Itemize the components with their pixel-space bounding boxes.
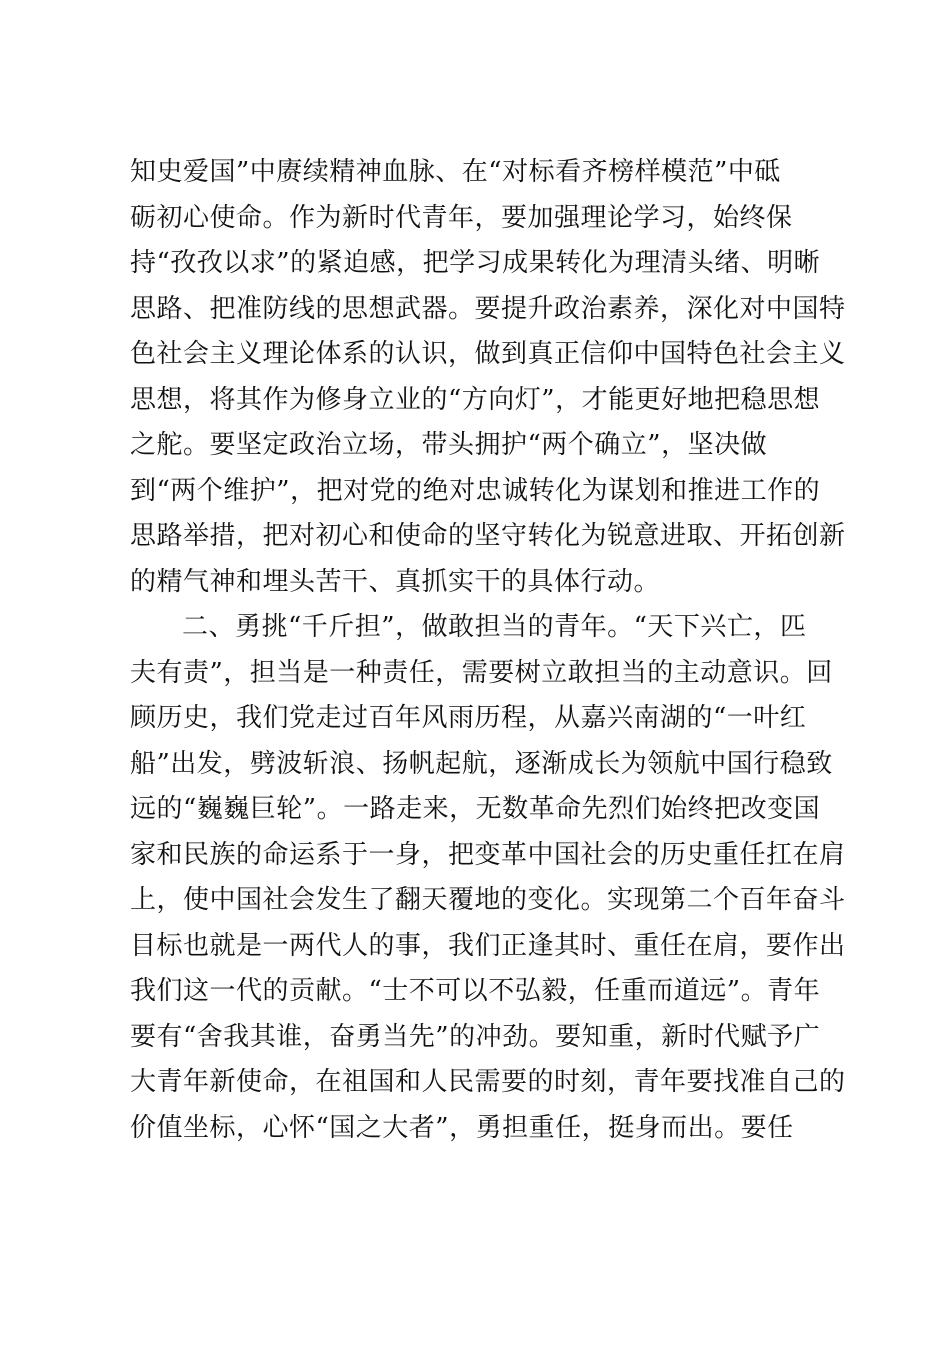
text-line: 色社会主义理论体系的认识，做到真正信仰中国特色社会主义 — [130, 339, 846, 369]
text-line: 大青年新使命，在祖国和人民需要的时刻，青年要找准自己的 — [130, 1067, 846, 1097]
text-line: 夫有责”，担当是一种责任，需要树立敢担当的主动意识。回 — [130, 657, 833, 688]
text-line: 持“孜孜以求”的紧迫感，把学习成果转化为理清头绪、明晰 — [130, 248, 821, 278]
text-line: 上，使中国社会发生了翻天覆地的变化。实现第二个百年奋斗 — [130, 885, 846, 915]
text-line: 要有“舍我其谁，奋勇当先”的冲劲。要知重，新时代赋予广 — [130, 1021, 821, 1052]
text-line: 船”出发，劈波斩浪、扬帆起航，逐渐成长为领航中国行稳致 — [130, 748, 833, 779]
section-heading-line: 二、勇挑“千斤担”，做敢担当的青年。“天下兴亡，匹 — [182, 612, 807, 642]
text-line: 顾历史，我们党走过百年风雨历程，从嘉兴南湖的“一叶红 — [130, 703, 807, 733]
text-line: 知史爱国”中赓续精神血脉、在“对标看齐榜样模范”中砥 — [130, 157, 781, 187]
text-line: 家和民族的命运系于一身，把变革中国社会的历史重任扛在肩 — [130, 839, 846, 870]
text-line: 砺初心使命。作为新时代青年，要加强理论学习，始终保 — [130, 202, 793, 233]
text-line: 远的“巍巍巨轮”。一路走来，无数革命先烈们始终把改变国 — [130, 794, 821, 824]
text-line: 我们这一代的贡献。“士不可以不弘毅，任重而道远”。青年 — [130, 976, 821, 1006]
text-line: 的精气神和埋头苦干、真抓实干的具体行动。 — [130, 566, 661, 597]
text-line: 思路举措，把对初心和使命的坚守转化为锐意进取、开拓创新 — [130, 521, 846, 551]
text-line: 思想，将其作为修身立业的“方向灯”，才能更好地把稳思想 — [130, 384, 821, 415]
text-line: 价值坐标，心怀“国之大者”，勇担重任，挺身而出。要任 — [130, 1112, 794, 1143]
body-text — [130, 150, 846, 1151]
text-line: 思路、把准防线的思想武器。要提升政治素养，深化对中国特 — [130, 293, 846, 324]
text-line: 到“两个维护”，把对党的绝对忠诚转化为谋划和推进工作的 — [130, 475, 821, 506]
text-line: 之舵。要坚定政治立场，带头拥护“两个确立”，坚决做 — [130, 430, 768, 460]
text-line: 目标也就是一两代人的事，我们正逢其时、重任在肩，要作出 — [130, 930, 846, 961]
